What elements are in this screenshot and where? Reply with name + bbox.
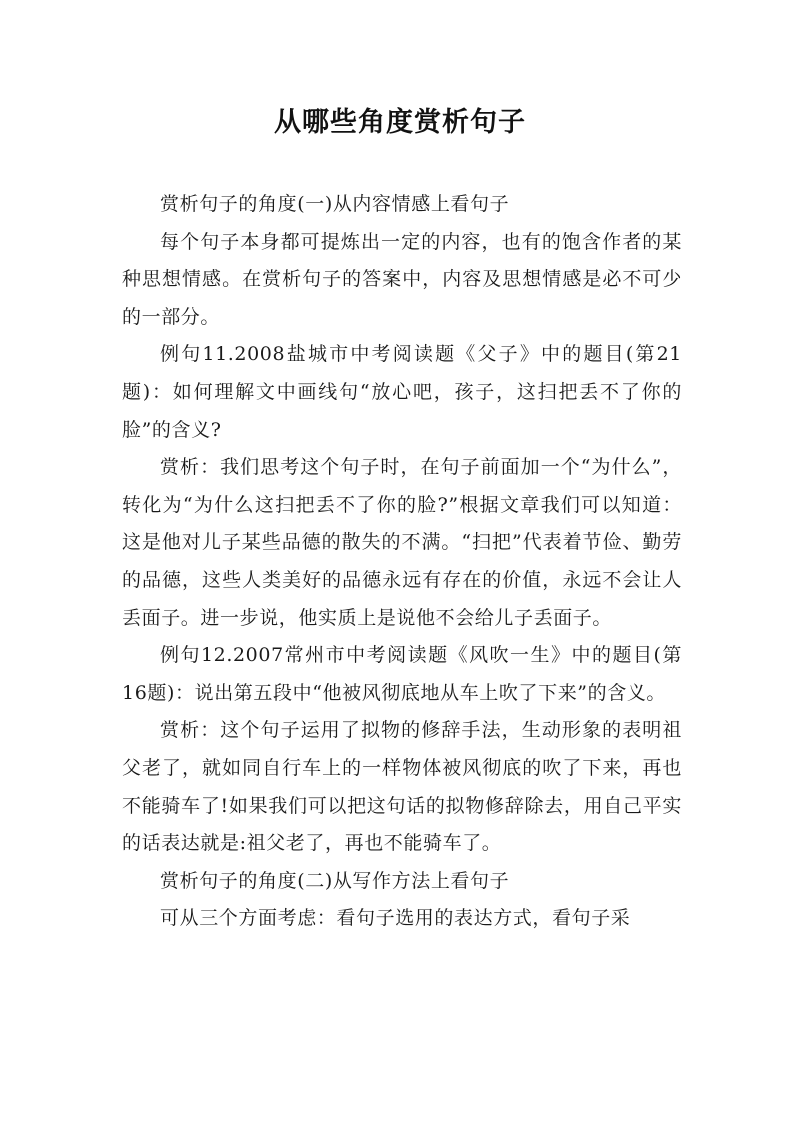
page-title: 从哪些角度赏析句子	[274, 107, 526, 138]
paragraph: 可从三个方面考虑：看句子选用的表达方式，看句子采	[160, 907, 631, 930]
paragraph: 每个句子本身都可提炼出一定的内容，也有的饱含作者的某种思想情感。在赏析句子的答案中，内容及思想情感是必不可少的一部分。	[122, 230, 682, 328]
section-heading-1: 赏析句子的角度(一)从内容情感上看句子	[160, 193, 510, 215]
analysis-paragraph: 赏析：我们思考这个句子时，在句子前面加一个“为什么”，转化为“为什么这扫把丢不了你的脸?”根据文章我们可以知道：这是他对儿子某些品德的散失的不满。“扫把”代表着节俭、勤劳的品德，这些人类美好的品德永远有存在的价值，永远不会让人丢面子。进一步说，他实质上是说他不会给儿子丢面子。	[122, 456, 682, 629]
document-body	[122, 186, 682, 938]
example-question-12: 例句12.2007常州市中考阅读题《风吹一生》中的题目(第16题)：说出第五段中“他被风彻底地从车上吹了下来”的含义。	[122, 644, 682, 704]
example-question-11: 例句11.2008盐城市中考阅读题《父子》中的题目(第21题)：如何理解文中画线句“放心吧，孩子，这扫把丢不了你的脸”的含义?	[122, 343, 682, 441]
analysis-paragraph: 赏析：这个句子运用了拟物的修辞手法，生动形象的表明祖父老了，就如同自行车上的一样物体被风彻底的吹了下来，再也不能骑车了!如果我们可以把这句话的拟物修辞除去，用自己平实的话表达就是:祖父老了，再也不能骑车了。	[122, 719, 682, 855]
section-heading-2: 赏析句子的角度(二)从写作方法上看句子	[160, 869, 510, 892]
